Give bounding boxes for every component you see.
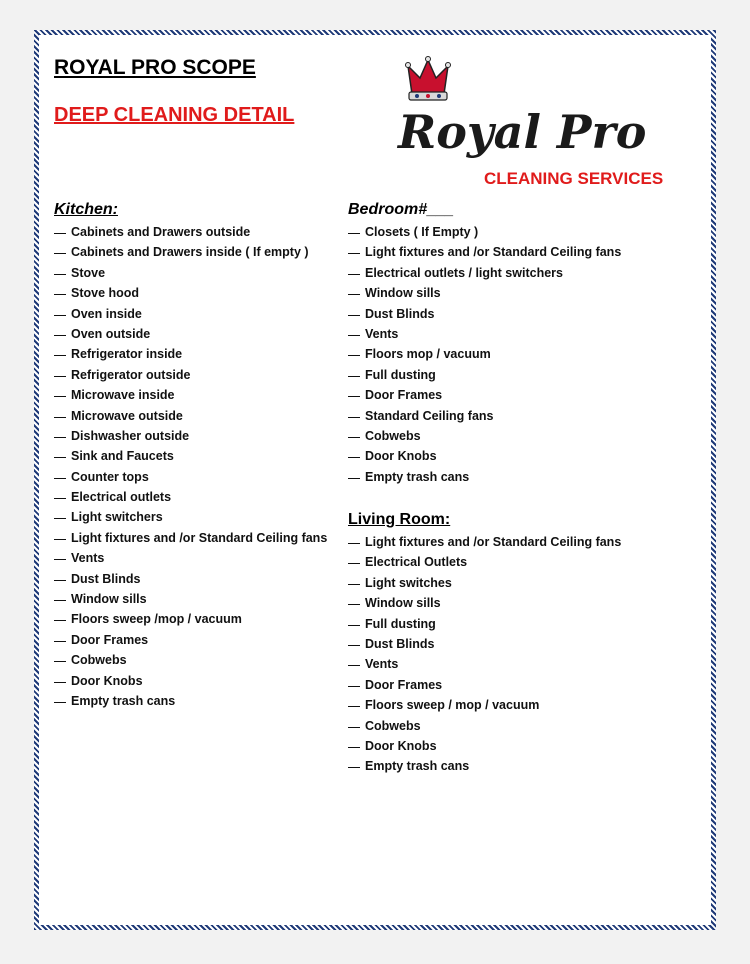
checkbox-blank <box>348 335 360 336</box>
bedroom-heading: Bedroom#___ <box>348 201 454 218</box>
checkbox-blank <box>54 417 66 418</box>
list-item: Counter tops <box>54 467 354 487</box>
kitchen-section <box>54 198 354 711</box>
checkbox-blank <box>54 437 66 438</box>
checkbox-blank <box>348 274 360 275</box>
list-item: Door Knobs <box>54 671 354 691</box>
checkbox-blank <box>54 498 66 499</box>
list-item: Dust Blinds <box>348 304 648 324</box>
living-room-list <box>348 532 648 777</box>
list-item: Vents <box>54 548 354 568</box>
checkbox-blank <box>54 233 66 234</box>
list-item: Door Frames <box>54 630 354 650</box>
list-item: Empty trash cans <box>54 691 354 711</box>
checkbox-blank <box>348 604 360 605</box>
checkbox-blank <box>348 625 360 626</box>
logo-brand-text: Royal Pro <box>398 105 647 159</box>
checkbox-blank <box>348 665 360 666</box>
page-title: ROYAL PRO SCOPE <box>54 56 256 79</box>
list-item: Floors sweep / mop / vacuum <box>348 695 648 715</box>
checkbox-blank <box>54 620 66 621</box>
list-item: Stove <box>54 263 354 283</box>
checkbox-blank <box>348 294 360 295</box>
checkbox-blank <box>54 580 66 581</box>
list-item: Standard Ceiling fans <box>348 406 648 426</box>
checkbox-blank <box>54 274 66 275</box>
list-item: Door Frames <box>348 385 648 405</box>
list-item: Light switches <box>348 573 648 593</box>
checkbox-blank <box>54 315 66 316</box>
list-item: Electrical outlets <box>54 487 354 507</box>
list-item: Electrical Outlets <box>348 552 648 572</box>
list-item: Cobwebs <box>348 426 648 446</box>
checkbox-blank <box>54 600 66 601</box>
list-item: Window sills <box>54 589 354 609</box>
checkbox-blank <box>348 706 360 707</box>
checkbox-blank <box>54 682 66 683</box>
kitchen-heading: Kitchen: <box>54 201 118 218</box>
royal-pro-logo <box>360 52 664 188</box>
checkbox-blank <box>348 767 360 768</box>
checkbox-blank <box>54 518 66 519</box>
bedroom-section <box>348 198 648 487</box>
list-item: Dishwasher outside <box>54 426 354 446</box>
bedroom-list <box>348 222 648 487</box>
list-item: Vents <box>348 324 648 344</box>
checkbox-blank <box>54 539 66 540</box>
list-item: Door Knobs <box>348 446 648 466</box>
logo-tagline-text: CLEANING SERVICES <box>484 169 664 188</box>
list-item: Empty trash cans <box>348 467 648 487</box>
list-item: Full dusting <box>348 614 648 634</box>
checkbox-blank <box>348 563 360 564</box>
list-item: Refrigerator outside <box>54 365 354 385</box>
list-item: Cobwebs <box>348 716 648 736</box>
checkbox-blank <box>54 396 66 397</box>
checkbox-blank <box>348 543 360 544</box>
list-item: Sink and Faucets <box>54 446 354 466</box>
checkbox-blank <box>54 335 66 336</box>
checkbox-blank <box>348 315 360 316</box>
checkbox-blank <box>348 478 360 479</box>
checkbox-blank <box>54 355 66 356</box>
checkbox-blank <box>348 396 360 397</box>
checkbox-blank <box>348 584 360 585</box>
list-item: Stove hood <box>54 283 354 303</box>
checkbox-blank <box>348 253 360 254</box>
crown-icon <box>406 57 451 101</box>
checkbox-blank <box>54 478 66 479</box>
living-room-heading: Living Room: <box>348 511 451 528</box>
list-item: Oven inside <box>54 304 354 324</box>
list-item: Window sills <box>348 593 648 613</box>
checkbox-blank <box>54 376 66 377</box>
kitchen-list <box>54 222 354 711</box>
checkbox-blank <box>348 686 360 687</box>
list-item: Empty trash cans <box>348 756 648 776</box>
checkbox-blank <box>54 661 66 662</box>
checkbox-blank <box>348 727 360 728</box>
list-item: Microwave outside <box>54 406 354 426</box>
list-item: Cabinets and Drawers inside ( If empty ) <box>54 242 354 262</box>
checkbox-blank <box>348 645 360 646</box>
checkbox-blank <box>54 702 66 703</box>
list-item: Oven outside <box>54 324 354 344</box>
checkbox-blank <box>54 294 66 295</box>
list-item: Door Knobs <box>348 736 648 756</box>
list-item: Vents <box>348 654 648 674</box>
checkbox-blank <box>348 417 360 418</box>
list-item: Light fixtures and /or Standard Ceiling fans <box>348 242 648 262</box>
checkbox-blank <box>54 559 66 560</box>
list-item: Full dusting <box>348 365 648 385</box>
list-item: Floors sweep /mop / vacuum <box>54 609 354 629</box>
list-item: Dust Blinds <box>54 569 354 589</box>
checkbox-blank <box>348 376 360 377</box>
list-item: Light fixtures and /or Standard Ceiling fans <box>348 532 648 552</box>
list-item: Door Frames <box>348 675 648 695</box>
list-item: Dust Blinds <box>348 634 648 654</box>
list-item: Light fixtures and /or Standard Ceiling fans <box>54 528 354 548</box>
checkbox-blank <box>348 747 360 748</box>
list-item: Floors mop / vacuum <box>348 344 648 364</box>
list-item: Cobwebs <box>54 650 354 670</box>
list-item: Refrigerator inside <box>54 344 354 364</box>
list-item: Light switchers <box>54 507 354 527</box>
list-item: Microwave inside <box>54 385 354 405</box>
page-subtitle: DEEP CLEANING DETAIL <box>54 104 295 126</box>
list-item: Window sills <box>348 283 648 303</box>
checkbox-blank <box>348 457 360 458</box>
list-item: Cabinets and Drawers outside <box>54 222 354 242</box>
list-item: Closets ( If Empty ) <box>348 222 648 242</box>
checkbox-blank <box>54 253 66 254</box>
checkbox-blank <box>348 355 360 356</box>
checkbox-blank <box>348 437 360 438</box>
checkbox-blank <box>54 641 66 642</box>
living-room-section <box>348 508 648 777</box>
list-item: Electrical outlets / light switchers <box>348 263 648 283</box>
checkbox-blank <box>54 457 66 458</box>
checkbox-blank <box>348 233 360 234</box>
